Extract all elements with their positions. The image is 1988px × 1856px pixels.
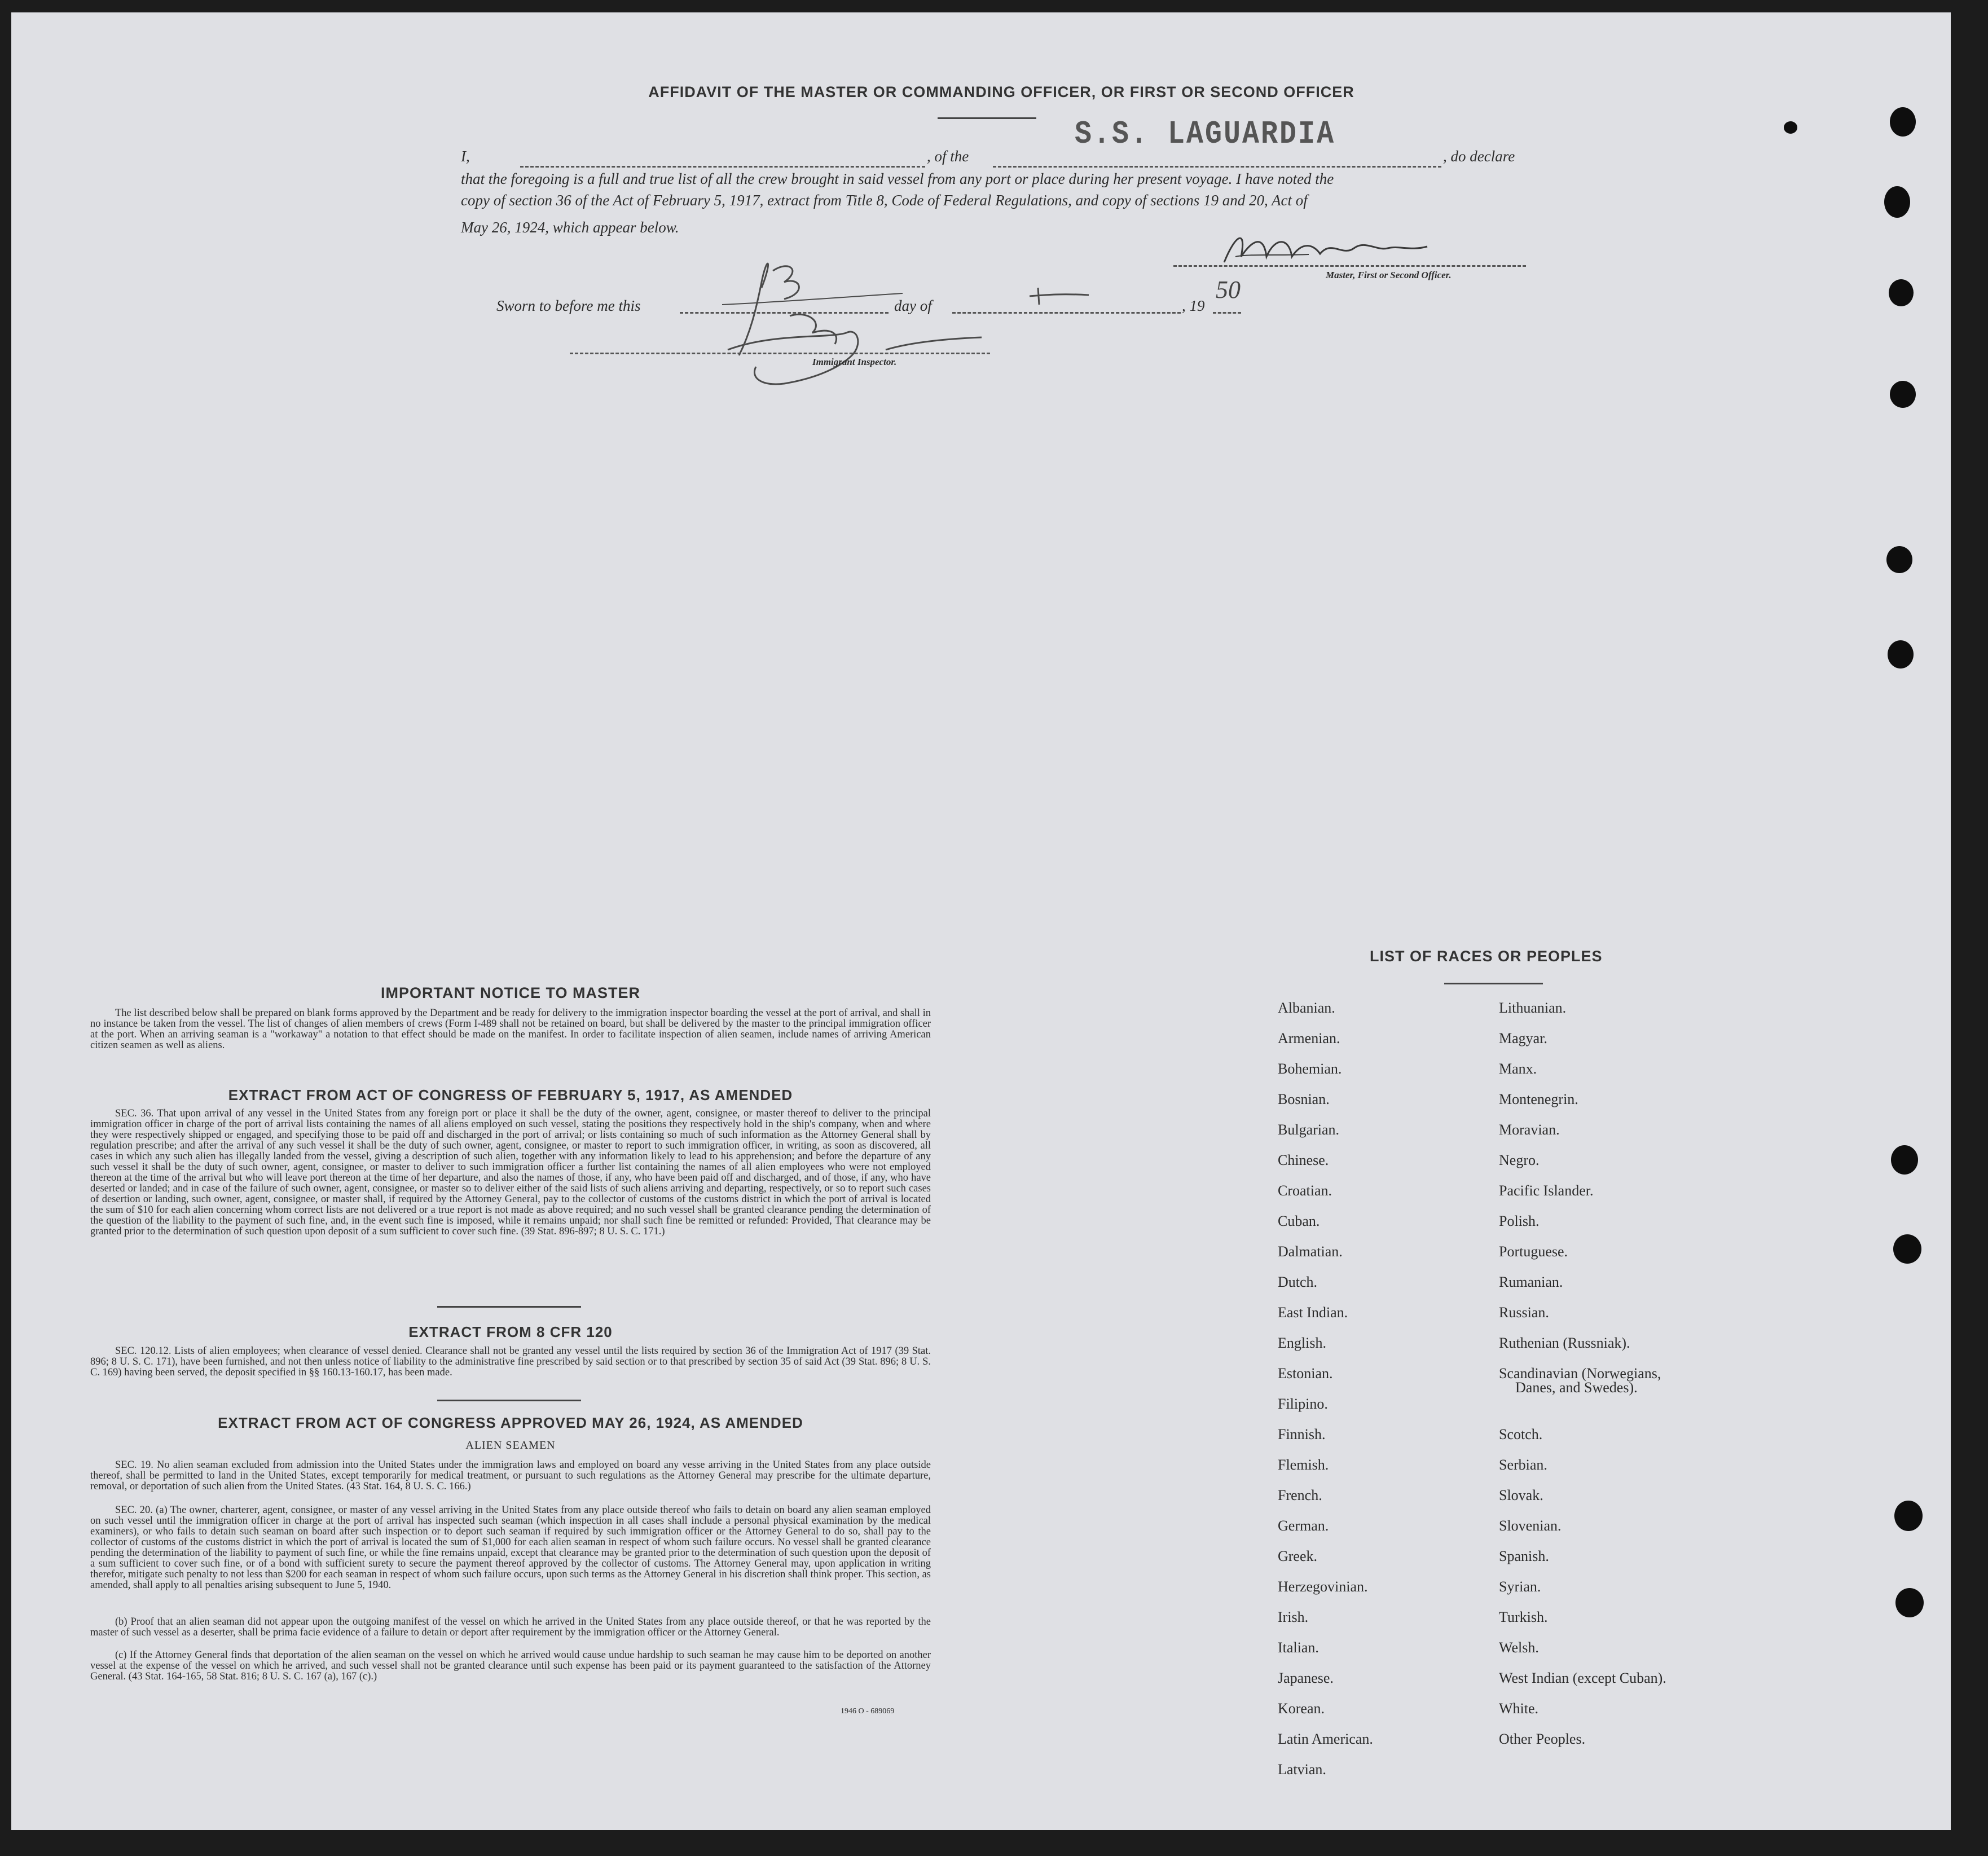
race-right-8: Polish. <box>1499 1213 1540 1229</box>
race-right-6: Negro. <box>1499 1152 1540 1168</box>
punch-hole <box>1890 381 1916 408</box>
race-left-21: Irish. <box>1278 1609 1309 1625</box>
punch-hole <box>1886 546 1912 573</box>
race-left-26: Latvian. <box>1278 1761 1326 1778</box>
race-right-11: Russian. <box>1499 1304 1549 1321</box>
race-right-13-cont: Danes, and Swedes). <box>1515 1379 1638 1396</box>
race-right-3: Manx. <box>1499 1061 1537 1077</box>
race-right-7: Pacific Islander. <box>1499 1182 1594 1199</box>
race-right-17: Slovenian. <box>1499 1518 1562 1534</box>
punch-hole <box>1884 186 1910 218</box>
race-right-23: White. <box>1499 1700 1539 1717</box>
sworn-year-prefix: , 19 <box>1182 297 1205 314</box>
punch-hole <box>1891 1145 1918 1175</box>
section-divider-2 <box>437 1400 581 1401</box>
race-left-15: Finnish. <box>1278 1426 1326 1442</box>
affidavit-title: AFFIDAVIT OF THE MASTER OR COMMANDING OFFICER, OR FIRST OR SECOND OFFICER <box>648 83 1354 100</box>
extract-1917-title: EXTRACT FROM ACT OF CONGRESS OF FEBRUARY 5, 1917, AS AMENDED <box>228 1087 793 1103</box>
race-right-20: Turkish. <box>1499 1609 1548 1625</box>
print-code: 1946 O - 689069 <box>841 1707 895 1716</box>
vessel-line <box>993 166 1441 168</box>
race-right-4: Montenegrin. <box>1499 1091 1578 1107</box>
extract-1924-sec20c: (c) If the Attorney General finds that deportation of the alien seaman on the vessel on which he arrived would cause undue hardship to such seaman he may cause him to be deported on another vessel at the expense of the vessel on which he arrived, and such vessel shall not be granted clearance until such expense has been paid or its payment guaranteed to the satisfaction of the Attorney General. (43 Stat. 164-165, 58 Stat. 816; 8 U. S. C. 167 (a), 167 (c).) <box>90 1650 931 1682</box>
race-left-3: Bohemian. <box>1278 1061 1342 1077</box>
affidavit-body-3: May 26, 1924, which appear below. <box>461 219 679 236</box>
affidavit-body-1: that the foregoing is a full and true list of all the crew brought in said vessel from any port or place during her present voyage. I have noted the <box>461 170 1334 187</box>
affidavit-i: I, <box>461 148 470 165</box>
title-divider <box>938 117 1036 119</box>
race-left-7: Croatian. <box>1278 1182 1332 1199</box>
race-left-20: Herzegovinian. <box>1278 1578 1368 1595</box>
race-right-13: Scandinavian (Norwegians, <box>1499 1365 1661 1382</box>
race-left-24: Korean. <box>1278 1700 1325 1717</box>
handwritten-day-and-inspector-signature <box>716 248 987 395</box>
inspector-label: Immigrant Inspector. <box>812 357 897 367</box>
declarant-name-line <box>520 166 925 168</box>
master-label: Master, First or Second Officer. <box>1326 270 1452 280</box>
punch-hole <box>1890 107 1916 137</box>
notice-title: IMPORTANT NOTICE TO MASTER <box>381 984 640 1001</box>
race-left-2: Armenian. <box>1278 1030 1340 1046</box>
race-right-22: West Indian (except Cuban). <box>1499 1670 1666 1686</box>
race-right-5: Moravian. <box>1499 1121 1560 1138</box>
race-left-16: Flemish. <box>1278 1457 1329 1473</box>
race-right-24: Other Peoples. <box>1499 1731 1586 1747</box>
race-right-19: Syrian. <box>1499 1578 1541 1595</box>
affidavit-body-2: copy of section 36 of the Act of February 5, 1917, extract from Title 8, Code of Federal Regulations, and copy of sections 19 and 20, Act of <box>461 192 1308 209</box>
section-divider-1 <box>437 1306 581 1308</box>
vessel-name-stamp: S.S. LAGUARDIA <box>1075 116 1336 153</box>
race-right-12: Ruthenian (Russniak). <box>1499 1335 1630 1351</box>
inspector-signature-line <box>570 353 990 354</box>
extract-1924-sec19: SEC. 19. No alien seaman excluded from admission into the United States under the immigration laws and employed on board any vesse arriving in the United States from any place outside thereof, shall be permitted to land in the United States, except temporarily for medical treatment, or pursuant to such regulations as the Attorney General may prescribe for the ultimate departure, removal, or deportation of such alien from the United States. (43 Stat. 164, 8 U. S. C. 166.) <box>90 1459 931 1492</box>
master-signature-line <box>1173 265 1526 267</box>
race-left-6: Chinese. <box>1278 1152 1329 1168</box>
punch-hole <box>1889 279 1914 306</box>
extract-1917-text: SEC. 36. That upon arrival of any vessel in the United States from any foreign port or place it shall be the duty of the owner, agent, consignee, or master thereof to deliver to the principal immigration officer in charge of the port of arrival lists containing the names of all aliens employed on such vessel, stating the positions they respectively hold in the ship's company, when and where they were respectively shipped or engaged, and specifying those to be paid off and discharged in the port of arrival; or lists containing so much of such information as the Attorney General shall by regulation prescribe; and after the arrival of any such vessel it shall be the duty of such owner, agent, consignee, or master to report to such immigration officer, in writing, as soon as discovered, all cases in which any such alien has illegally landed from the vessel, giving a description of such alien, together with any information likely to lead to his apprehension; and before the departure of any such vessel it shall be the duty of such owner, agent, consignee, or master to deliver to such immigration officer a further list containing the names of all alien employees who were not employed thereon at the time of the arrival but who will leave port thereon at the time of her departure, and also the names of those, if any, who have been paid off and discharged, and of those, if any, who have deserted or landed; and in case of the failure of such owner, agent, consignee, or master so to deliver either of the said lists of such aliens arriving and departing, respectively, or so to report such cases of desertion or landing, such owner, agent, consignee, or master shall, if required by the Attorney General, pay to the collector of customs of the customs district in which the port of arrival is located the sum of $10 for each alien concerning whom correct lists are not delivered or a true report is not made as above required; and no such vessel shall be granted clearance pending the determination of the question of the liability to the payment of such fine, and, in the event such fine is imposed, while it remains unpaid; nor shall such fine be remitted or refunded: Provided, That clearance may be granted prior to the determination of such question upon deposit of a sum sufficient to cover such fine. (39 Stat. 896-897; 8 U. S. C. 171.) <box>90 1108 931 1237</box>
race-left-8: Cuban. <box>1278 1213 1320 1229</box>
extract-cfr-text: SEC. 120.12. Lists of alien employees; when clearance of vessel denied. Clearance shall not be granted any vessel until the lists required by section 36 of the Immigration Act of 1917 (39 Stat. 896; 8 U. S. C. 171), have been furnished, and not then unless notice of liability to the administrative fine prescribed by said section or to that prescribed by section 35 of said Act (39 Stat. 896; 8 U. S. C. 169) having been served, the deposit specified in §§ 160.13-160.17, has been made. <box>90 1345 931 1378</box>
race-left-4: Bosnian. <box>1278 1091 1330 1107</box>
races-title-divider <box>1444 983 1543 984</box>
race-left-9: Dalmatian. <box>1278 1243 1343 1260</box>
race-left-10: Dutch. <box>1278 1274 1318 1290</box>
punch-hole <box>1895 1588 1924 1617</box>
race-right-10: Rumanian. <box>1499 1274 1563 1290</box>
race-right-21: Welsh. <box>1499 1639 1539 1656</box>
punch-hole <box>1893 1234 1921 1264</box>
race-left-23: Japanese. <box>1278 1670 1334 1686</box>
extract-1924-subtitle: ALIEN SEAMEN <box>465 1439 556 1452</box>
race-left-19: Greek. <box>1278 1548 1318 1564</box>
extract-cfr-title: EXTRACT FROM 8 CFR 120 <box>408 1323 613 1340</box>
notice-text: The list described below shall be prepared on blank forms approved by the Department and be ready for delivery to the immigration inspector boarding the vessel at the port of arrival, and shall in no instance be taken from the vessel. The list of changes of alien members of crews (Form I-489 shall not be retained on board, but shall be delivered by the master to the principal immigration officer at the port. When an arriving seaman is a "workaway" a notation to that effect should be made on the manifest. In order to facilitate inspection of alien seamen, include names of arriving American citizen seamen as well as aliens. <box>90 1008 931 1051</box>
race-left-25: Latin American. <box>1278 1731 1373 1747</box>
sworn-year-line <box>1213 312 1241 314</box>
race-right-16: Slovak. <box>1499 1487 1543 1503</box>
race-left-5: Bulgarian. <box>1278 1121 1340 1138</box>
punch-hole <box>1784 121 1797 134</box>
race-left-12: English. <box>1278 1335 1326 1351</box>
extract-1924-sec20b: (b) Proof that an alien seaman did not appear upon the outgoing manifest of the vessel on which he arrived in the United States from any place outside thereof, or that he was reported by the master of such vessel as a deserter, shall be prima facie evidence of a failure to detain or deport after requirement by the immigration officer or the Attorney General. <box>90 1616 931 1638</box>
race-right-18: Spanish. <box>1499 1548 1549 1564</box>
handwritten-month <box>1027 285 1094 307</box>
race-left-17: French. <box>1278 1487 1322 1503</box>
race-left-18: German. <box>1278 1518 1329 1534</box>
extract-1924-sec20a: SEC. 20. (a) The owner, charterer, agent, consignee, or master of any vessel arriving in the United States from any place outside thereof who fails to detain on board any alien seaman employed on such vessel until the immigration officer in charge at the port of arrival has inspected such seaman (which inspection in all cases shall include a personal physical examination by the medical examiners), or who fails to detain such seaman on board after such inspection or to deport such seaman if required by such immigration officer or the Attorney General to do so, shall pay to the collector of customs of the customs district in which the port of arrival is located the sum of $1,000 for each alien seaman in respect of whom such failure occurs. No vessel shall be granted clearance pending the determination of the liability to payment of such fine, or while the fine remains unpaid, except that clearance may be granted prior to the determination of such question upon the deposit of a sum sufficient to cover such fine, or of a bond with sufficient surety to secure the payment thereof approved by the collector of customs. The Attorney General may, upon application in writing therefor, mitigate such penalty to not less than $200 for each seaman in respect of whom such failure occurs, upon such terms as the Attorney General in his discretion shall think proper. This section, as amended, shall apply to all penalties arising subsequent to June 5, 1940. <box>90 1505 931 1591</box>
race-left-1: Albanian. <box>1278 1000 1335 1016</box>
punch-hole <box>1888 640 1914 668</box>
sworn-year-handwritten: 50 <box>1216 276 1241 304</box>
affidavit-of-the: , of the <box>927 148 969 165</box>
punch-hole <box>1894 1501 1923 1531</box>
race-right-9: Portuguese. <box>1499 1243 1568 1260</box>
races-title: LIST OF RACES OR PEOPLES <box>1370 948 1603 965</box>
sworn-day-of: day of <box>894 297 932 314</box>
race-right-15: Serbian. <box>1499 1457 1547 1473</box>
race-left-14: Filipino. <box>1278 1396 1328 1412</box>
race-right-2: Magyar. <box>1499 1030 1547 1046</box>
affidavit-do-declare: , do declare <box>1443 148 1515 165</box>
race-left-13: Estonian. <box>1278 1365 1333 1382</box>
race-left-11: East Indian. <box>1278 1304 1348 1321</box>
race-right-14: Scotch. <box>1499 1426 1543 1442</box>
race-left-22: Italian. <box>1278 1639 1319 1656</box>
sworn-prefix: Sworn to before me this <box>496 297 641 314</box>
race-right-1: Lithuanian. <box>1499 1000 1567 1016</box>
extract-1924-title: EXTRACT FROM ACT OF CONGRESS APPROVED MAY 26, 1924, AS AMENDED <box>218 1414 803 1431</box>
